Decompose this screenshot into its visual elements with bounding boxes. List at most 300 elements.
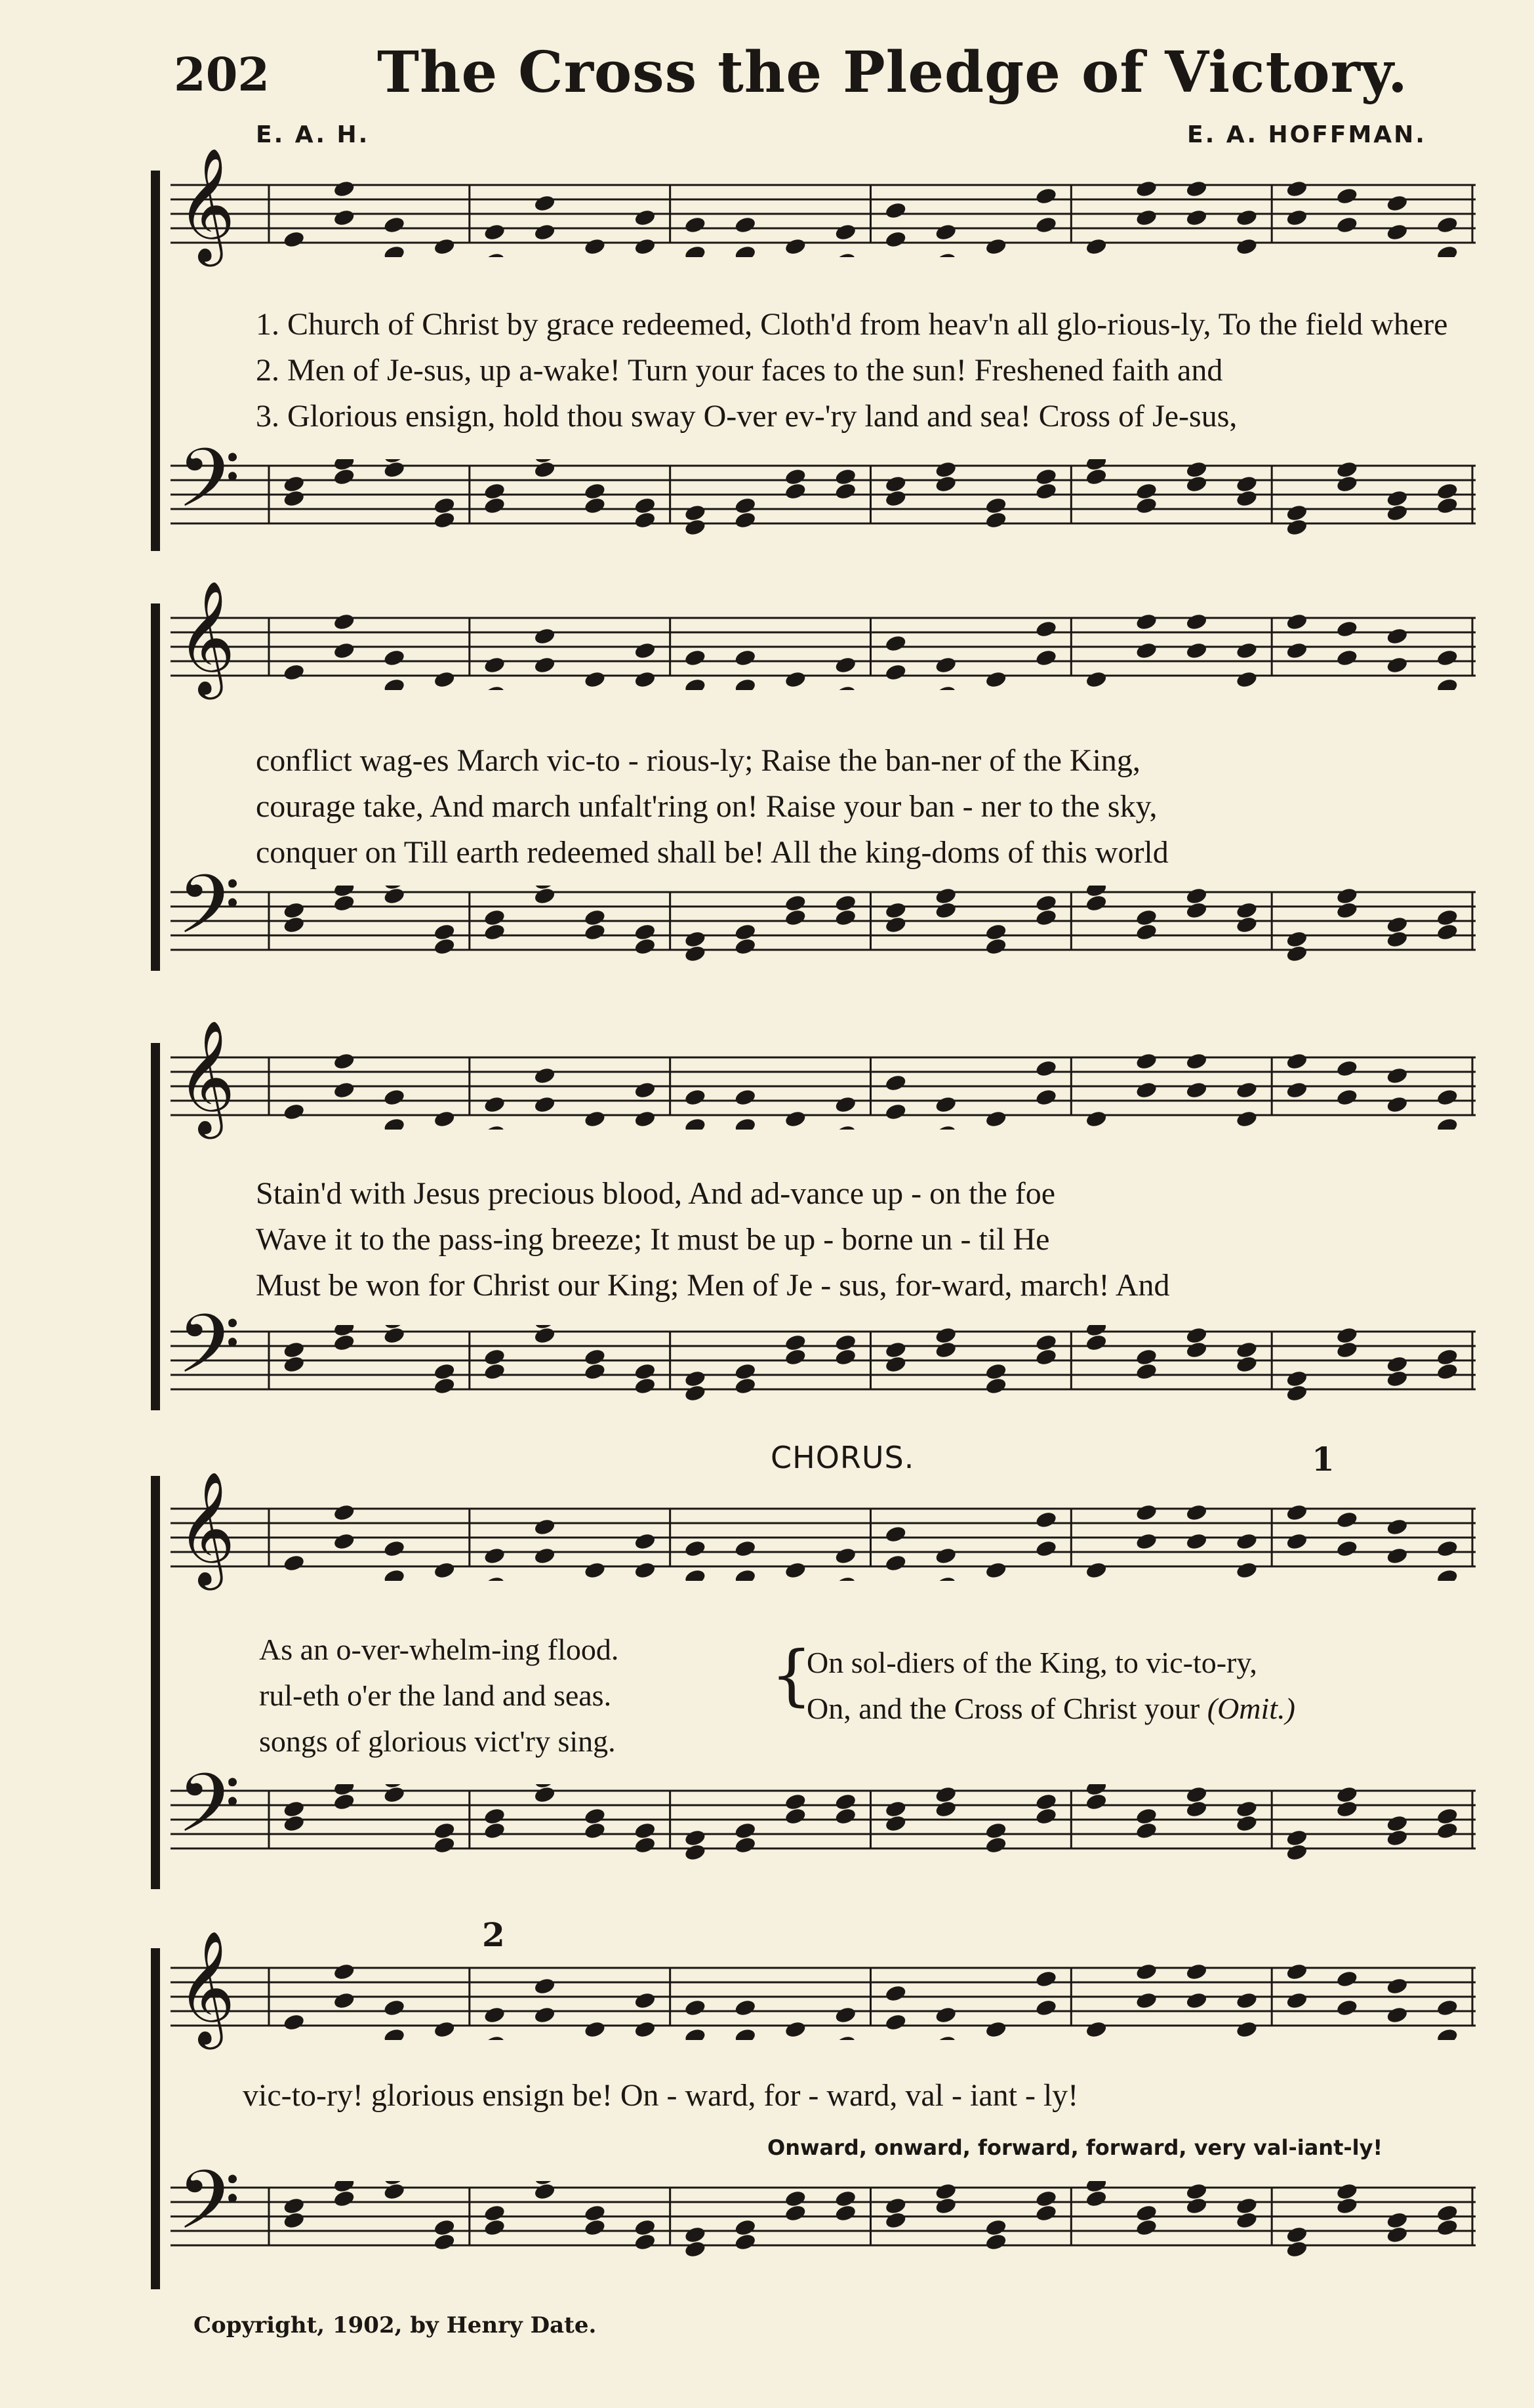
notehead — [583, 1109, 606, 1128]
bass-clef-icon: 𝄢 — [177, 432, 241, 546]
notehead — [984, 1362, 1007, 1381]
notehead — [984, 1376, 1007, 1395]
notehead — [1335, 474, 1358, 493]
notehead — [483, 1575, 506, 1581]
notehead — [1436, 677, 1459, 690]
notehead — [583, 2020, 606, 2039]
notehead — [1235, 915, 1258, 934]
notehead — [383, 677, 406, 690]
notehead — [683, 648, 706, 667]
bass-staff — [171, 858, 1476, 972]
notehead — [1135, 481, 1158, 500]
notehead — [1185, 1503, 1208, 1522]
notehead — [333, 612, 355, 631]
notehead — [884, 474, 907, 493]
notehead — [935, 1799, 958, 1818]
notehead — [333, 641, 355, 660]
notehead — [683, 1568, 706, 1581]
notehead — [734, 1998, 757, 2017]
notehead — [1135, 496, 1158, 515]
notehead — [884, 1553, 907, 1572]
notehead — [834, 222, 857, 241]
notehead — [784, 237, 807, 256]
notehead — [333, 1532, 355, 1551]
notehead — [1185, 1340, 1208, 1359]
notehead — [1386, 1355, 1409, 1374]
notehead — [1386, 626, 1409, 645]
notehead — [1185, 2182, 1208, 2201]
notehead — [1235, 2196, 1258, 2215]
music-credit: E. A. HOFFMAN. — [1187, 121, 1426, 148]
lyric-line-verse-3: Must be won for Christ our King; Men of Je - sus, for-ward, march! And — [256, 1268, 1170, 1303]
notehead — [1185, 474, 1208, 493]
notehead — [1085, 2189, 1108, 2208]
notehead — [583, 1821, 606, 1840]
notehead — [1035, 893, 1058, 912]
notehead — [1035, 1088, 1058, 1107]
notehead — [483, 2218, 506, 2237]
notehead — [784, 2020, 807, 2039]
notehead — [483, 1347, 506, 1366]
notehead — [1035, 1539, 1058, 1558]
notehead — [1135, 1991, 1158, 2010]
notehead — [984, 1835, 1007, 1854]
notehead — [483, 222, 506, 241]
notehead — [734, 1116, 757, 1130]
notehead — [533, 2005, 556, 2024]
notehead — [884, 663, 907, 682]
notehead — [1386, 1369, 1409, 1388]
notehead — [834, 1095, 857, 1114]
notehead — [634, 510, 656, 529]
notehead — [935, 1326, 958, 1345]
hymn-header — [174, 39, 1420, 112]
notehead — [1436, 1116, 1459, 1130]
hymn-title: The Cross the Pledge of Victory. — [377, 39, 1408, 106]
notehead — [683, 1843, 706, 1862]
notehead — [483, 2005, 506, 2024]
notehead — [483, 1095, 506, 1114]
notehead — [1285, 1080, 1308, 1099]
notehead — [533, 886, 556, 905]
notehead — [1185, 901, 1208, 920]
notehead — [1436, 481, 1459, 500]
notehead — [734, 937, 757, 956]
notehead — [583, 922, 606, 941]
notehead — [1235, 670, 1258, 689]
notehead — [1185, 1799, 1208, 1818]
notehead — [683, 1369, 706, 1388]
notehead — [784, 1792, 807, 1811]
notehead — [1285, 2239, 1308, 2258]
notehead — [1285, 208, 1308, 227]
notehead — [383, 2182, 406, 2201]
notehead — [1386, 2225, 1409, 2244]
notehead — [1285, 612, 1308, 631]
notehead — [1335, 901, 1358, 920]
treble-staff-lines — [171, 1051, 1476, 1130]
bass-staff-lines — [171, 886, 1476, 964]
copyright-notice: Copyright, 1902, by Henry Date. — [193, 2312, 597, 2338]
notehead — [784, 670, 807, 689]
notehead — [1135, 2218, 1158, 2237]
notehead — [935, 2034, 958, 2040]
notehead — [1135, 641, 1158, 660]
notehead — [1235, 641, 1258, 660]
treble-clef-icon: 𝄞 — [177, 148, 235, 262]
notehead — [1185, 641, 1208, 660]
notehead — [1386, 915, 1409, 934]
notehead — [1335, 1340, 1358, 1359]
notehead — [734, 215, 757, 234]
notehead — [333, 1503, 355, 1522]
notehead — [283, 663, 306, 682]
treble-clef-icon: 𝄞 — [177, 581, 235, 695]
notehead — [483, 496, 506, 515]
notehead — [884, 1355, 907, 1374]
notehead — [1085, 1561, 1108, 1580]
notehead — [984, 1821, 1007, 1840]
notehead — [1035, 467, 1058, 486]
notehead — [1386, 2211, 1409, 2230]
notehead — [634, 496, 656, 515]
notehead — [1436, 1998, 1459, 2017]
notehead — [1436, 908, 1459, 927]
notehead — [583, 1806, 606, 1826]
notehead — [583, 496, 606, 515]
notehead — [583, 1561, 606, 1580]
notehead — [483, 1806, 506, 1826]
notehead — [433, 922, 456, 941]
treble-staff-lines — [171, 1961, 1476, 2040]
notehead — [1436, 244, 1459, 257]
notehead — [383, 2027, 406, 2040]
notehead — [884, 2211, 907, 2230]
notehead — [634, 1561, 656, 1580]
notehead — [533, 655, 556, 674]
notehead — [1335, 2196, 1358, 2215]
bass-staff-lines — [171, 1325, 1476, 1404]
notehead — [433, 1835, 456, 1854]
notehead — [583, 908, 606, 927]
notehead — [834, 1806, 857, 1826]
notehead — [1235, 1080, 1258, 1099]
bass-lyric: Onward, onward, forward, forward, very val-iant-ly! — [767, 2135, 1383, 2160]
treble-staff-lines — [171, 611, 1476, 690]
notehead — [1035, 481, 1058, 500]
notehead — [533, 626, 556, 645]
notehead — [935, 1546, 958, 1565]
notehead — [884, 1814, 907, 1833]
notehead — [834, 684, 857, 690]
notehead — [1335, 1799, 1358, 1818]
notehead — [884, 489, 907, 508]
notehead — [1135, 1051, 1158, 1071]
notehead — [1035, 648, 1058, 667]
notehead — [734, 1835, 757, 1854]
notehead — [1335, 1326, 1358, 1345]
notehead — [433, 937, 456, 956]
notehead — [283, 1799, 306, 1818]
notehead — [1185, 208, 1208, 227]
notehead — [383, 1539, 406, 1558]
notehead — [533, 2182, 556, 2201]
notehead — [984, 1561, 1007, 1580]
notehead — [1335, 1510, 1358, 1529]
notehead — [1035, 1333, 1058, 1352]
notehead — [1235, 474, 1258, 493]
notehead — [433, 2020, 456, 2039]
notehead — [1235, 1532, 1258, 1551]
notehead — [683, 1383, 706, 1402]
notehead — [884, 1799, 907, 1818]
notehead — [1436, 496, 1459, 515]
notehead — [784, 1333, 807, 1352]
notehead — [1135, 1532, 1158, 1551]
notehead — [683, 2225, 706, 2244]
bass-staff — [171, 2153, 1476, 2268]
notehead — [333, 893, 355, 912]
notehead — [383, 1785, 406, 1804]
notehead — [433, 1362, 456, 1381]
notehead — [834, 655, 857, 674]
notehead — [683, 244, 706, 257]
notehead — [984, 2218, 1007, 2237]
notehead — [433, 670, 456, 689]
lyric-line-verse-2: courage take, And march unfalt'ring on! Raise your ban - ner to the sky, — [256, 789, 1158, 824]
notehead — [683, 1539, 706, 1558]
notehead — [734, 2232, 757, 2251]
notehead — [784, 1561, 807, 1580]
notehead — [1436, 1362, 1459, 1381]
notehead — [1436, 1568, 1459, 1581]
notehead — [1235, 1799, 1258, 1818]
notehead — [1436, 2203, 1459, 2222]
lyric-line-verse-2: 2. Men of Je-sus, up a-wake! Turn your faces to the sun! Freshened faith and — [256, 353, 1223, 388]
notehead — [884, 915, 907, 934]
notehead — [1335, 1539, 1358, 1558]
notehead — [1035, 215, 1058, 234]
notehead — [734, 1821, 757, 1840]
treble-staff — [171, 1020, 1476, 1134]
verse-lyrics — [243, 2073, 1476, 2119]
bass-clef-icon: 𝄢 — [177, 1297, 241, 1412]
notehead — [583, 2203, 606, 2222]
notehead — [1185, 1991, 1208, 2010]
bass-staff-lines — [171, 2181, 1476, 2260]
notehead — [383, 648, 406, 667]
notehead — [383, 1998, 406, 2017]
notehead — [1135, 1362, 1158, 1381]
notehead — [784, 908, 807, 927]
notehead — [483, 1821, 506, 1840]
notehead — [1285, 518, 1308, 537]
notehead — [1035, 1806, 1058, 1826]
treble-staff — [171, 581, 1476, 695]
notehead — [1135, 1962, 1158, 1981]
notehead — [1386, 503, 1409, 522]
notehead — [1285, 179, 1308, 198]
notehead — [683, 518, 706, 537]
bass-staff-lines — [171, 1784, 1476, 1863]
notehead — [1285, 1828, 1308, 1847]
notehead — [634, 2218, 656, 2237]
bass-clef-icon: 𝄢 — [177, 1757, 241, 1871]
notehead — [984, 496, 1007, 515]
notehead — [734, 1088, 757, 1107]
notehead — [834, 251, 857, 257]
system-brace — [151, 1476, 160, 1889]
notehead — [1285, 2225, 1308, 2244]
notehead — [1335, 1059, 1358, 1078]
notehead — [1335, 1998, 1358, 2017]
treble-staff-lines — [171, 178, 1476, 257]
notehead — [634, 1835, 656, 1854]
notehead — [884, 901, 907, 920]
notehead — [1235, 2020, 1258, 2039]
lyric-line-verse-3: 3. Glorious ensign, hold thou sway O-ver ev-'ry land and sea! Cross of Je-sus, — [256, 399, 1238, 434]
notehead — [834, 1124, 857, 1130]
hymn-number: 202 — [174, 47, 270, 102]
notehead — [1135, 208, 1158, 227]
system-brace — [151, 171, 160, 551]
notehead — [683, 1828, 706, 1847]
notehead — [1135, 612, 1158, 631]
verse-lyrics — [256, 302, 1476, 439]
treble-staff — [171, 1930, 1476, 2045]
treble-clef-icon: 𝄞 — [177, 1930, 235, 2045]
notehead — [834, 1792, 857, 1811]
notehead — [1235, 2211, 1258, 2230]
notehead — [533, 1785, 556, 1804]
notehead — [283, 1355, 306, 1374]
notehead — [383, 1088, 406, 1107]
lyric-line-verse-3: conquer on Till earth redeemed shall be! All the king-doms of this world — [256, 835, 1169, 870]
notehead — [1185, 1051, 1208, 1071]
notehead — [483, 481, 506, 500]
notehead — [433, 2218, 456, 2237]
notehead — [1185, 460, 1208, 479]
chorus-line-1: On sol-diers of the King, to vic-to-ry, — [807, 1646, 1257, 1679]
notehead — [583, 1362, 606, 1381]
notehead — [1285, 1843, 1308, 1862]
bass-staff — [171, 432, 1476, 546]
notehead — [1386, 1814, 1409, 1833]
notehead — [383, 886, 406, 905]
notehead — [1085, 1333, 1108, 1352]
notehead — [583, 481, 606, 500]
notehead — [1035, 1792, 1058, 1811]
notehead — [483, 1546, 506, 1565]
notehead — [333, 1080, 355, 1099]
treble-staff-lines — [171, 1502, 1476, 1581]
notehead — [1235, 1109, 1258, 1128]
notehead — [483, 2034, 506, 2040]
notehead — [884, 2196, 907, 2215]
notehead — [533, 1517, 556, 1536]
notehead — [583, 2218, 606, 2237]
notehead — [333, 179, 355, 198]
notehead — [935, 222, 958, 241]
notehead — [634, 922, 656, 941]
notehead — [483, 1362, 506, 1381]
notehead — [1135, 908, 1158, 927]
notehead — [683, 2027, 706, 2040]
notehead — [634, 2020, 656, 2039]
notehead — [1436, 2027, 1459, 2040]
notehead — [634, 1080, 656, 1099]
notehead — [784, 1109, 807, 1128]
notehead — [1185, 1326, 1208, 1345]
notehead — [884, 201, 907, 220]
notehead — [1285, 944, 1308, 963]
notehead — [333, 1962, 355, 1981]
notehead — [884, 1073, 907, 1092]
notehead — [634, 670, 656, 689]
notehead — [283, 489, 306, 508]
notehead — [1135, 1821, 1158, 1840]
notehead — [683, 1998, 706, 2017]
notehead — [935, 460, 958, 479]
notehead — [634, 1362, 656, 1381]
lyric-line-verse-3: songs of glorious vict'ry sing. — [259, 1724, 616, 1758]
notehead — [734, 1539, 757, 1558]
notehead — [1235, 208, 1258, 227]
notehead — [1285, 1962, 1308, 1981]
chorus-line-2 — [807, 1686, 1295, 1732]
notehead — [1085, 893, 1108, 912]
verse-lyrics — [256, 738, 1476, 876]
system-brace — [151, 1948, 160, 2289]
notehead — [884, 1340, 907, 1359]
notehead — [1035, 1347, 1058, 1366]
notehead — [683, 215, 706, 234]
notehead — [884, 230, 907, 249]
notehead — [1285, 1383, 1308, 1402]
notehead — [283, 901, 306, 920]
notehead — [784, 467, 807, 486]
lyric-line-verse-1: conflict wag-es March vic-to - rious-ly; Raise the ban-ner of the King, — [256, 743, 1140, 778]
notehead — [483, 922, 506, 941]
notehead — [784, 481, 807, 500]
notehead — [1335, 1088, 1358, 1107]
notehead — [483, 251, 506, 257]
notehead — [884, 1102, 907, 1121]
notehead — [1035, 908, 1058, 927]
notehead — [433, 1561, 456, 1580]
notehead — [1135, 1080, 1158, 1099]
notehead — [333, 467, 355, 486]
notehead — [283, 1340, 306, 1359]
treble-clef-icon: 𝄞 — [177, 1020, 235, 1134]
notehead — [483, 908, 506, 927]
notehead — [734, 922, 757, 941]
notehead — [1235, 1561, 1258, 1580]
notehead — [283, 1814, 306, 1833]
notehead — [1335, 186, 1358, 205]
notehead — [1436, 1539, 1459, 1558]
notehead — [1386, 489, 1409, 508]
notehead — [1436, 922, 1459, 941]
notehead — [533, 222, 556, 241]
notehead — [283, 1102, 306, 1121]
notehead — [1335, 1969, 1358, 1988]
notehead — [283, 474, 306, 493]
notehead — [1085, 1792, 1108, 1811]
notehead — [1085, 1109, 1108, 1128]
bass-staff — [171, 1757, 1476, 1871]
notehead — [483, 1124, 506, 1130]
